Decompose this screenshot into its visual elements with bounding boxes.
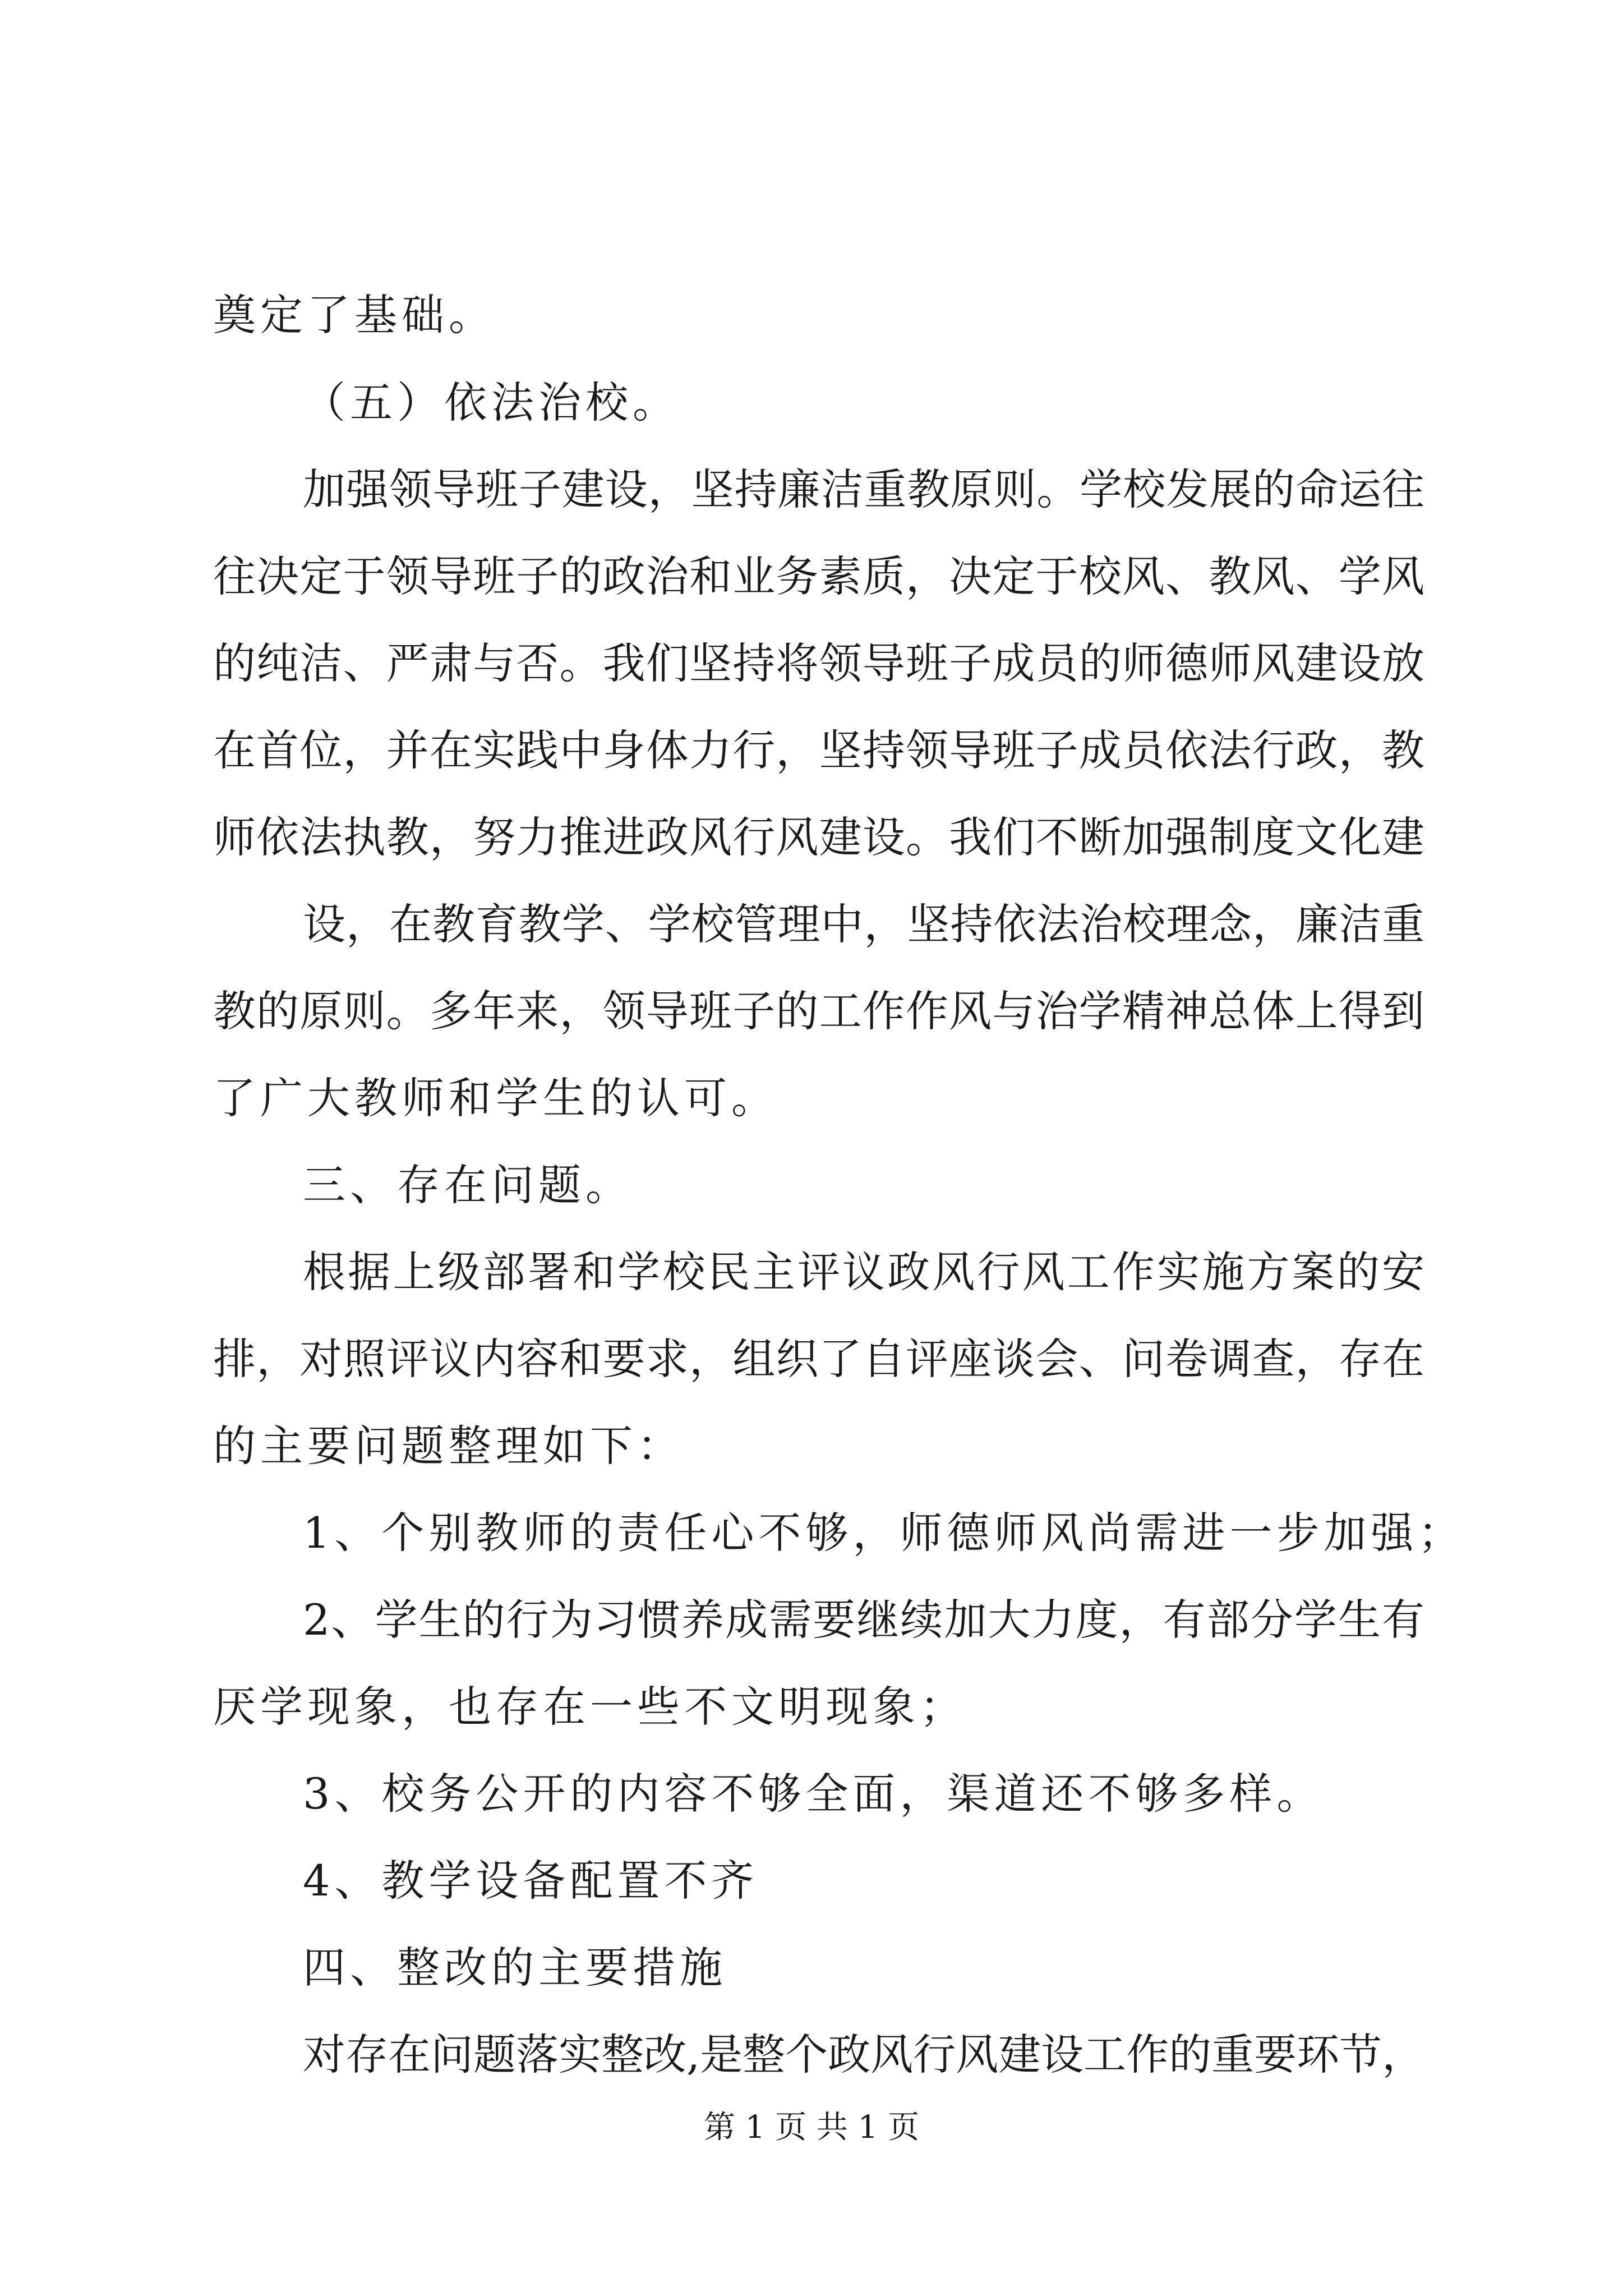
paragraph-line: 教的原则。多年来，领导班子的工作作风与治学精神总体上得到 xyxy=(213,986,1424,1036)
paragraph-line: 师依法执教，努力推进政风行风建设。我们不断加强制度文化建 xyxy=(213,812,1424,862)
paragraph-line: 根据上级部署和学校民主评议政风行风工作实施方案的安 xyxy=(303,1247,1424,1297)
list-item-2-cont: 厌学现象，也存在一些不文明现象； xyxy=(213,1682,967,1732)
list-item-1: 1、个别教师的责任心不够，师德师风尚需进一步加强； xyxy=(303,1508,1465,1558)
section-heading-4: 四、整改的主要措施 xyxy=(303,1943,727,1993)
paragraph-line: 设，在教育教学、学校管理中，坚持依法治校理念，廉洁重 xyxy=(303,899,1424,949)
text-line-1: 奠定了基础。 xyxy=(213,290,496,340)
list-item-2: 2、学生的行为习惯养成需要继续加大力度，有部分学生有 xyxy=(303,1595,1424,1645)
paragraph-line: 排，对照评议内容和要求，组织了自评座谈会、问卷调查，存在 xyxy=(213,1334,1424,1384)
paragraph-line: 的主要问题整理如下： xyxy=(213,1421,684,1471)
page-number-footer: 第 1 页 共 1 页 xyxy=(703,2109,920,2146)
paragraph-line: 了广大教师和学生的认可。 xyxy=(213,1073,778,1123)
list-item-4: 4、教学设备配置不齐 xyxy=(303,1856,759,1906)
list-item-3: 3、校务公开的内容不够全面，渠道还不够多样。 xyxy=(303,1769,1324,1819)
paragraph-line: 在首位，并在实践中身体力行，坚持领导班子成员依法行政，教 xyxy=(213,725,1424,775)
paragraph-line: 加强领导班子建设，坚持廉洁重教原则。学校发展的命运往 xyxy=(303,464,1424,514)
paragraph-line: 对存在问题落实整改,是整个政风行风建设工作的重要环节， xyxy=(303,2030,1425,2079)
section-heading-3: 三、存在问题。 xyxy=(303,1160,633,1210)
section-heading-5: （五）依法治校。 xyxy=(303,378,680,427)
paragraph-line: 的纯洁、严肃与否。我们坚持将领导班子成员的师德师风建设放 xyxy=(213,638,1424,688)
paragraph-line: 往决定于领导班子的政治和业务素质，决定于校风、教风、学风 xyxy=(213,551,1424,601)
